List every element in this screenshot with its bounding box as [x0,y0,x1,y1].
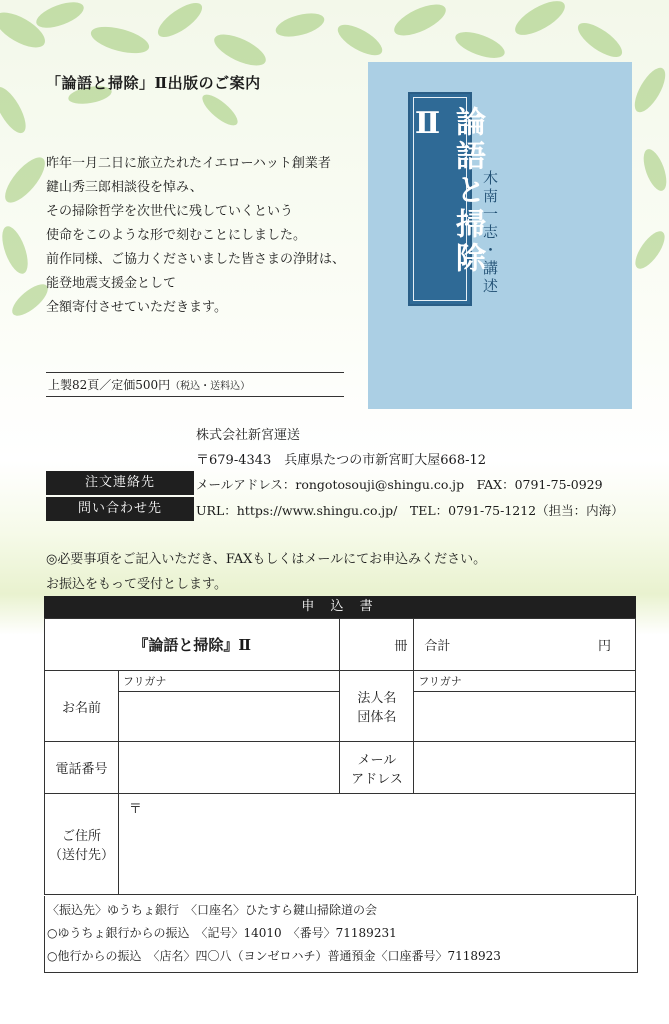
address-label-line: ご住所 [61,829,101,844]
address-field[interactable] [118,794,635,895]
intro-line: 前作同様、ご協力くださいました皆さまの浄財は、 [46,252,346,267]
bank-line: ○ゆうちょ銀行からの振込 〈記号〉14010 〈番号〉71189231 [47,926,397,940]
postal-mark: 〒 [128,802,142,817]
company-address: 〒679-4343 兵庫県たつの市新宮町大屋668-12 [196,453,487,468]
total-label: 合計 [424,639,451,654]
intro-line: 使命をこのような形で刻むことにしました。 [46,228,307,243]
intro-line: 昨年一月二日に旅立たれたイエローハット創業者 [46,156,331,171]
price-note: （税込・送料込） [170,381,251,392]
intro-line: その掃除哲学を次世代に残していくという [46,204,294,219]
cover-title-band [408,92,485,306]
mail-label-line: メール [357,752,397,768]
page-title: 「論語と掃除」Ⅱ出版のご案内 [46,74,261,92]
application-form [44,618,636,895]
copies-field[interactable] [340,619,414,671]
form-heading: 申 込 書 [44,596,636,618]
total-field[interactable] [414,619,636,671]
intro-line: 全額寄付させていただきます。 [46,300,227,315]
cover-author: 木南一志・講述 [481,170,499,296]
instruction-note: お振込をもって受付とします。 [46,577,227,592]
name-furigana-field[interactable] [118,671,340,692]
inquiry-contact-label: 問い合わせ先 [46,497,194,521]
corp-label-line: 団体名 [357,710,397,725]
corp-label [340,671,414,742]
corp-furigana-field[interactable] [414,671,636,692]
corp-label-line: 法人名 [357,691,397,706]
intro-line: 鍵山秀三郎相談役を悼み、 [46,180,203,195]
name-label: お名前 [45,671,119,742]
address-label-line: （送付先） [48,848,114,863]
contact-email-fax: メールアドレス：rongotosouji@shingu.co.jp FAX：0791-75-0929 [196,477,603,492]
phone-field[interactable] [118,742,340,794]
book-cover [368,62,632,409]
phone-label: 電話番号 [45,742,119,794]
cover-title: 論語と掃除Ⅱ [410,106,485,276]
bank-line: 〈振込先〉ゆうちょ銀行 〈口座名〉ひたすら鍵山掃除道の会 [47,903,378,917]
yen-unit: 円 [597,639,611,654]
price-main: 上製82頁／定価500円 [48,378,171,392]
instruction-note: ◎必要事項をご記入いただき、FAXもしくはメールにてお申込みください。 [46,552,487,567]
bank-info [44,896,638,973]
contact-url-tel: URL：https://www.shingu.co.jp/ TEL：0791-75-1212（担当：内海） [196,503,624,518]
company-name: 株式会社新宮運送 [196,428,301,443]
furigana-label: フリガナ [122,675,167,688]
mail-label-line: アドレス [351,771,403,787]
bank-line: ○他行からの振込 〈店名〉四〇八（ヨンゼロハチ）普通預金〈口座番号〉7118923 [47,949,501,963]
mail-label [340,742,414,794]
intro-line: 能登地震支援金として [46,276,177,291]
mail-field[interactable] [414,742,636,794]
corp-field[interactable] [414,692,636,742]
intro-text [46,152,345,320]
order-contact-label: 注文連絡先 [46,471,194,495]
address-label [45,794,119,895]
form-book-title: 『論語と掃除』Ⅱ [45,619,340,671]
name-field[interactable] [118,692,340,742]
price-info [46,372,344,397]
furigana-label: フリガナ [418,675,462,688]
copies-unit: 冊 [394,639,408,654]
